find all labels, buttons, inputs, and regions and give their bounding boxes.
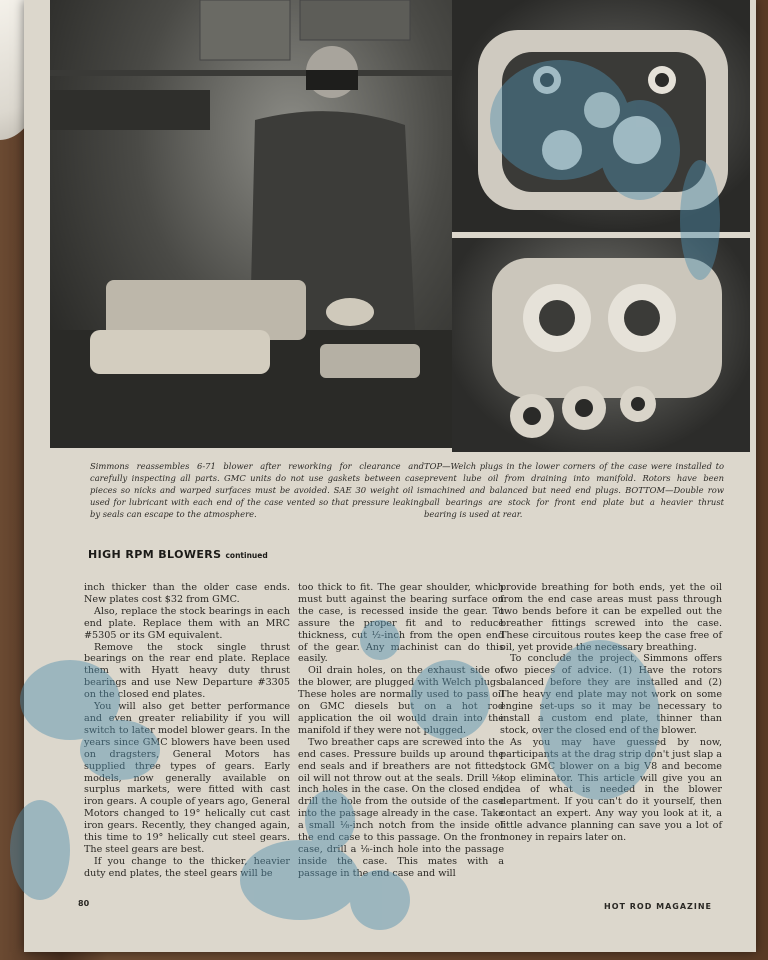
paragraph: Remove the stock single thrust bearings on the rear end plate. Replace them with Hyatt heavy duty thrust bearings and use New Departure #3305 on the closed end plates. — [84, 641, 290, 701]
photo-caption-right: TOP—Welch plugs in the lower corners of the case were installed to prevent lube oil from draining into manifold. Rotors have been machined and balanced but need end plugs. BOTTOM—Double row ball bearings are stock for front end plate but a heavier thrust bearing is used at rear. — [424, 461, 724, 519]
continued-label: continued — [225, 551, 268, 560]
paragraph: If you change to the thicker, heavier duty end plates, the steel gears will be — [84, 855, 290, 879]
photo-mechanic-assembling-blower — [50, 0, 452, 448]
magazine-name: HOT ROD MAGAZINE — [604, 902, 712, 911]
paragraph: too thick to fit. The gear shoulder, which must butt against the bearing surface on the case, is recessed inside the gear. To assure the proper fit and to reduce thickness, cut ½-inch from the open end of the gear. Any machinist can do this easily. — [298, 582, 504, 665]
paragraph: To conclude the project, Simmons offers two pieces of advice. (1) Have the rotors balanced before they are installed and (2) The heavy end plate may not work on some engine set-ups so it may be necessary to install a custom end plate, thinner than stock, over the closed end of the blower. — [500, 653, 722, 736]
article-title: HIGH RPM BLOWERS — [88, 548, 222, 561]
paragraph: Also, replace the stock bearings in each end plate. Replace them with an MRC #5305 or its GM equivalent. — [84, 605, 290, 641]
paragraph: provide breathing for both ends, yet the oil from the end case areas must pass through two bends before it can be expelled out the breather fittings screwed into the case. These circuitous routes keep the case free of oil, yet provide the necessary breathing. — [500, 582, 722, 653]
article-column-3 — [500, 582, 722, 844]
paragraph: Oil drain holes, on the exhaust side of the blower, are plugged with Welch plugs. These holes are normally used to pass oil on GMC diesels but on a hot rod application the oil would drain into the manifold if they were not plugged. — [298, 665, 504, 736]
page-number: 80 — [78, 899, 90, 908]
photo-end-plate-bearings — [452, 238, 750, 452]
photo-blower-case-welch-plugs — [452, 0, 750, 232]
article-column-2 — [298, 582, 504, 880]
photo-caption-left: Simmons reassembles 6-71 blower after reworking for clearance and carefully inspecting all parts. GMC units do not use gaskets between case pieces so nicks and warped surfaces must be avoided. SAE 30 weight oil is used for lubricant with each end of the case vented so that pressure leaking by seals can escape to the atmosphere. — [90, 461, 424, 519]
paragraph: Two breather caps are screwed into the end cases. Pressure builds up around the end seals and if breathers are not fitted, oil will not throw out at the seals. Drill ⅛-inch holes in the case. On the closed end, drill the hole from the outside of the case into the passage already in the case. Take a small ⅛-inch notch from the inside of the end case to this passage. On the front case, drill a ⅛-inch hole into the passage inside the case. This mates with a passage in the end case and will — [298, 736, 504, 879]
article-column-1 — [84, 582, 290, 880]
paragraph: You will also get better performance and even greater reliability if you will switch to later model blower gears. In the years since GMC blowers have been used on dragsters, General Motors has supplied three types of gears. Early models, now generally available on surplus markets, were fitted with cast iron gears. A couple of years ago, General Motors changed to 19° helically cut cast iron gears. Recently, they changed again, this time to 19° helically cut steel gears. The steel gears are best. — [84, 701, 290, 855]
paragraph: As you may have guessed by now, participants at the drag strip don't just slap a stock GMC blower on a big V8 and become top eliminator. This article will give you an idea of what is needed in the blower department. If you can't do it yourself, then contact an expert. Any way you look at it, a little advance planning can save you a lot of money in repairs later on. — [500, 736, 722, 844]
paragraph: inch thicker than the older case ends. New plates cost $32 from GMC. — [84, 582, 290, 605]
article-heading — [88, 548, 268, 561]
